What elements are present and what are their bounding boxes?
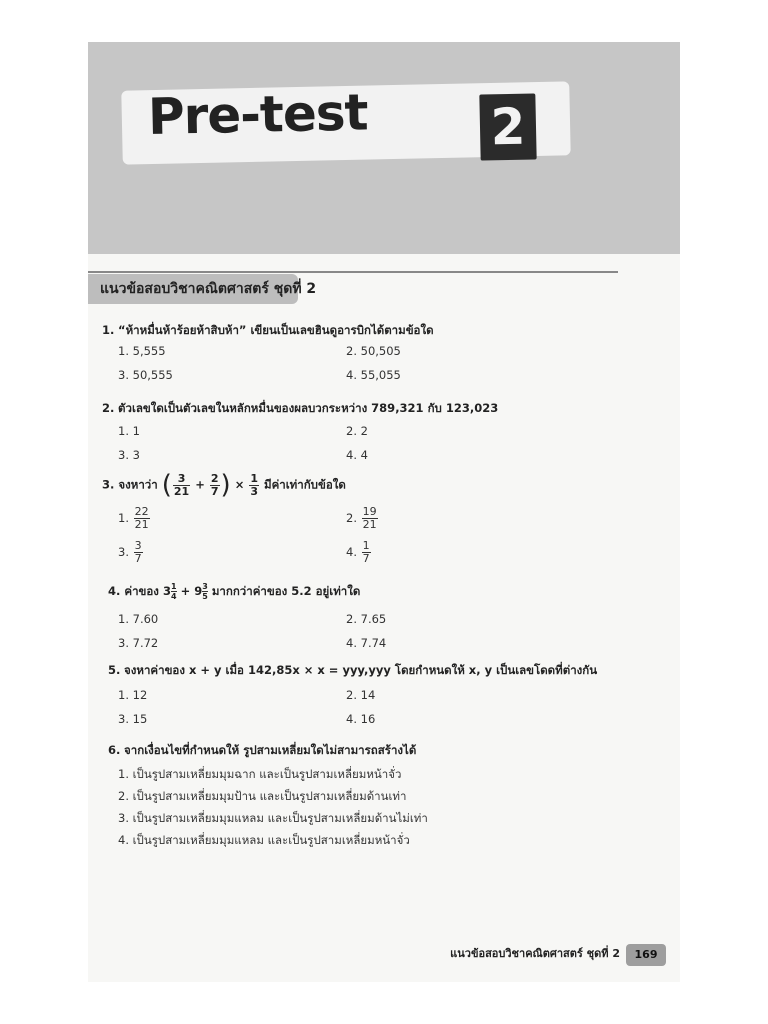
q4-option-1: 1. 7.60	[118, 612, 159, 626]
book-page	[88, 42, 680, 982]
q4-option-3: 3. 7.72	[118, 636, 159, 650]
footer-section-title: แนวข้อสอบวิชาคณิตศาสตร์ ชุดที่ 2	[450, 947, 620, 960]
question-4: 4. ค่าของ 3 $\frac{1}{4}$ + 9 $\frac{3}{5}$ มากกว่าค่าของ 5.2 อยู่เท่าใด	[108, 582, 361, 601]
q2-option-3: 3. 3	[118, 448, 140, 462]
question-2: 2. ตัวเลขใดเป็นตัวเลขในหลักหมื่นของผลบวกระหว่าง 789,321 กับ 123,023	[102, 401, 499, 415]
q5-option-1: 1. 12	[118, 688, 148, 702]
section-title: แนวข้อสอบวิชาคณิตศาสตร์ ชุดที่ 2	[100, 281, 317, 297]
question-1: 1. “ห้าหมื่นห้าร้อยห้าสิบห้า” เขียนเป็นเลขฮินดูอารบิกได้ตามข้อใด	[102, 323, 434, 337]
q3-option-4: 4. $\frac{1}{7}$	[346, 539, 370, 565]
q6-option-1: 1. เป็นรูปสามเหลี่ยมมุมฉาก และเป็นรูปสามเหลี่ยมหน้าจั่ว	[118, 767, 402, 781]
q5-option-3: 3. 15	[118, 712, 148, 726]
q5-option-2: 2. 14	[346, 688, 376, 702]
q2-option-2: 2. 2	[346, 424, 368, 438]
q3-option-3: 3. $\frac{3}{7}$	[118, 539, 142, 565]
q2-option-4: 4. 4	[346, 448, 368, 462]
q1-option-3: 3. 50,555	[118, 368, 173, 382]
page-title: Pre-test	[147, 83, 369, 146]
question-6: 6. จากเงื่อนไขที่กำหนดให้ รูปสามเหลี่ยมใดไม่สามารถสร้างได้	[108, 743, 417, 757]
q4-option-4: 4. 7.74	[346, 636, 387, 650]
q5-option-4: 4. 16	[346, 712, 376, 726]
q1-option-1: 1. 5,555	[118, 344, 166, 358]
q6-option-4: 4. เป็นรูปสามเหลี่ยมมุมแหลม และเป็นรูปสามเหลี่ยมหน้าจั่ว	[118, 833, 410, 847]
q3-option-2: 2. $\frac{19}{21}$	[346, 505, 377, 531]
section-divider	[88, 271, 618, 273]
question-5: 5. จงหาค่าของ x + y เมื่อ 142,85x × x = yyy,yyy โดยกำหนดให้ x, y เป็นเลขโดดที่ต่างกัน	[108, 663, 598, 677]
q2-option-1: 1. 1	[118, 424, 140, 438]
q4-option-2: 2. 7.65	[346, 612, 387, 626]
header-banner	[88, 42, 680, 254]
q1-option-4: 4. 55,055	[346, 368, 401, 382]
q1-option-2: 2. 50,505	[346, 344, 401, 358]
question-3: 3. จงหาว่า ( $\frac{3}{21}$ + $\frac{2}{7}$ ) × $\frac{1}{3}$ มีค่าเท่ากับข้อใด	[102, 470, 346, 500]
q6-option-2: 2. เป็นรูปสามเหลี่ยมมุมป้าน และเป็นรูปสามเหลี่ยมด้านเท่า	[118, 789, 407, 803]
q3-option-1: 1. $\frac{22}{21}$	[118, 505, 149, 531]
page-number: 169	[626, 944, 666, 966]
q6-option-3: 3. เป็นรูปสามเหลี่ยมมุมแหลม และเป็นรูปสามเหลี่ยมด้านไม่เท่า	[118, 811, 428, 825]
pretest-number-badge: 2	[479, 93, 536, 160]
